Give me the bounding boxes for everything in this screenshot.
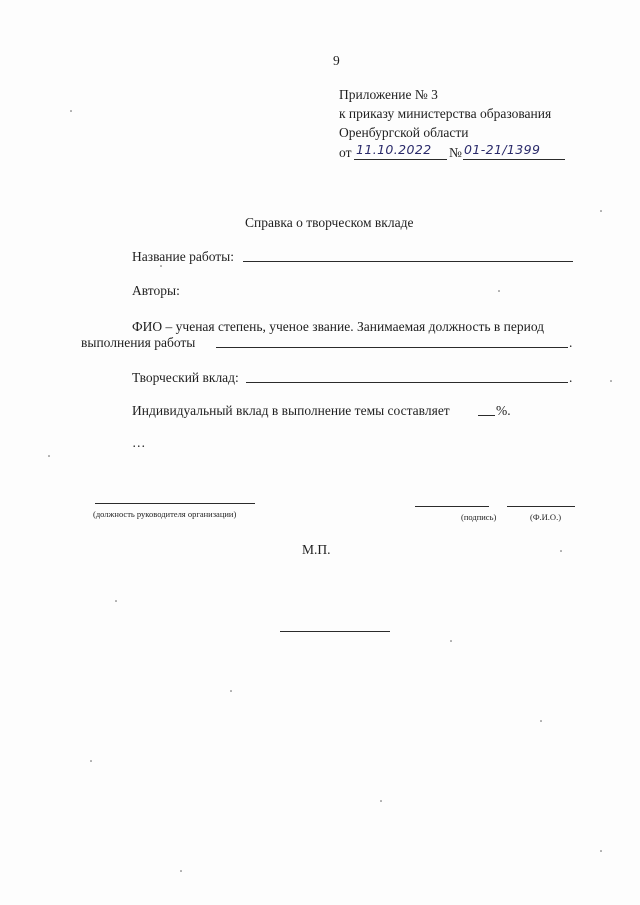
- appendix-date-prefix: от: [339, 145, 352, 160]
- work-name-label: Название работы:: [132, 249, 234, 264]
- signature-line: [415, 506, 489, 507]
- percent-sign: %.: [496, 403, 511, 418]
- page-number: 9: [333, 53, 340, 68]
- fio-line-underline: [216, 347, 568, 348]
- appendix-number-prefix: №: [449, 145, 462, 160]
- percent-blank-line: [478, 415, 495, 416]
- scan-speck: [180, 870, 182, 872]
- creative-line-period: .: [569, 370, 573, 385]
- fio-line-period: .: [569, 335, 573, 350]
- scan-speck: [160, 265, 162, 267]
- handwritten-date: 11.10.2022: [356, 142, 432, 157]
- scan-speck: [90, 760, 92, 762]
- ellipsis: …: [132, 435, 146, 450]
- scan-speck: [560, 550, 562, 552]
- fio-caption: (Ф.И.О.): [530, 512, 562, 522]
- fio-line-1: ФИО – ученая степень, ученое звание. Занимаемая должность в период: [132, 319, 545, 334]
- number-underline: [463, 159, 565, 160]
- scan-speck: [450, 640, 452, 642]
- fio-signature-line: [507, 506, 575, 507]
- scan-speck: [600, 210, 602, 212]
- work-name-line: [243, 261, 573, 262]
- scan-speck: [70, 110, 72, 112]
- authors-label: Авторы:: [132, 283, 180, 298]
- stamp-placeholder: М.П.: [302, 542, 331, 557]
- signature-caption: (подпись): [461, 512, 497, 522]
- scan-speck: [610, 380, 612, 382]
- scan-speck: [115, 600, 117, 602]
- scan-speck: [600, 850, 602, 852]
- scan-speck: [230, 690, 232, 692]
- position-caption: (должность руководителя организации): [93, 509, 237, 519]
- appendix-line-1: Приложение № 3: [339, 87, 438, 102]
- scan-speck: [540, 720, 542, 722]
- date-underline: [354, 159, 447, 160]
- creative-line: [246, 382, 568, 383]
- appendix-line-3: Оренбургской области: [339, 125, 469, 140]
- handwritten-number: 01-21/1399: [464, 142, 541, 157]
- creative-label: Творческий вклад:: [132, 370, 239, 385]
- position-line: [95, 503, 255, 504]
- closing-line: [280, 631, 390, 632]
- document-title: Справка о творческом вкладе: [245, 215, 414, 230]
- scan-speck: [380, 800, 382, 802]
- scan-speck: [498, 290, 500, 292]
- individual-contribution-text: Индивидуальный вклад в выполнение темы составляет: [132, 403, 450, 418]
- fio-line-2: выполнения работы: [81, 335, 196, 350]
- appendix-line-2: к приказу министерства образования: [339, 106, 552, 121]
- scan-speck: [48, 455, 50, 457]
